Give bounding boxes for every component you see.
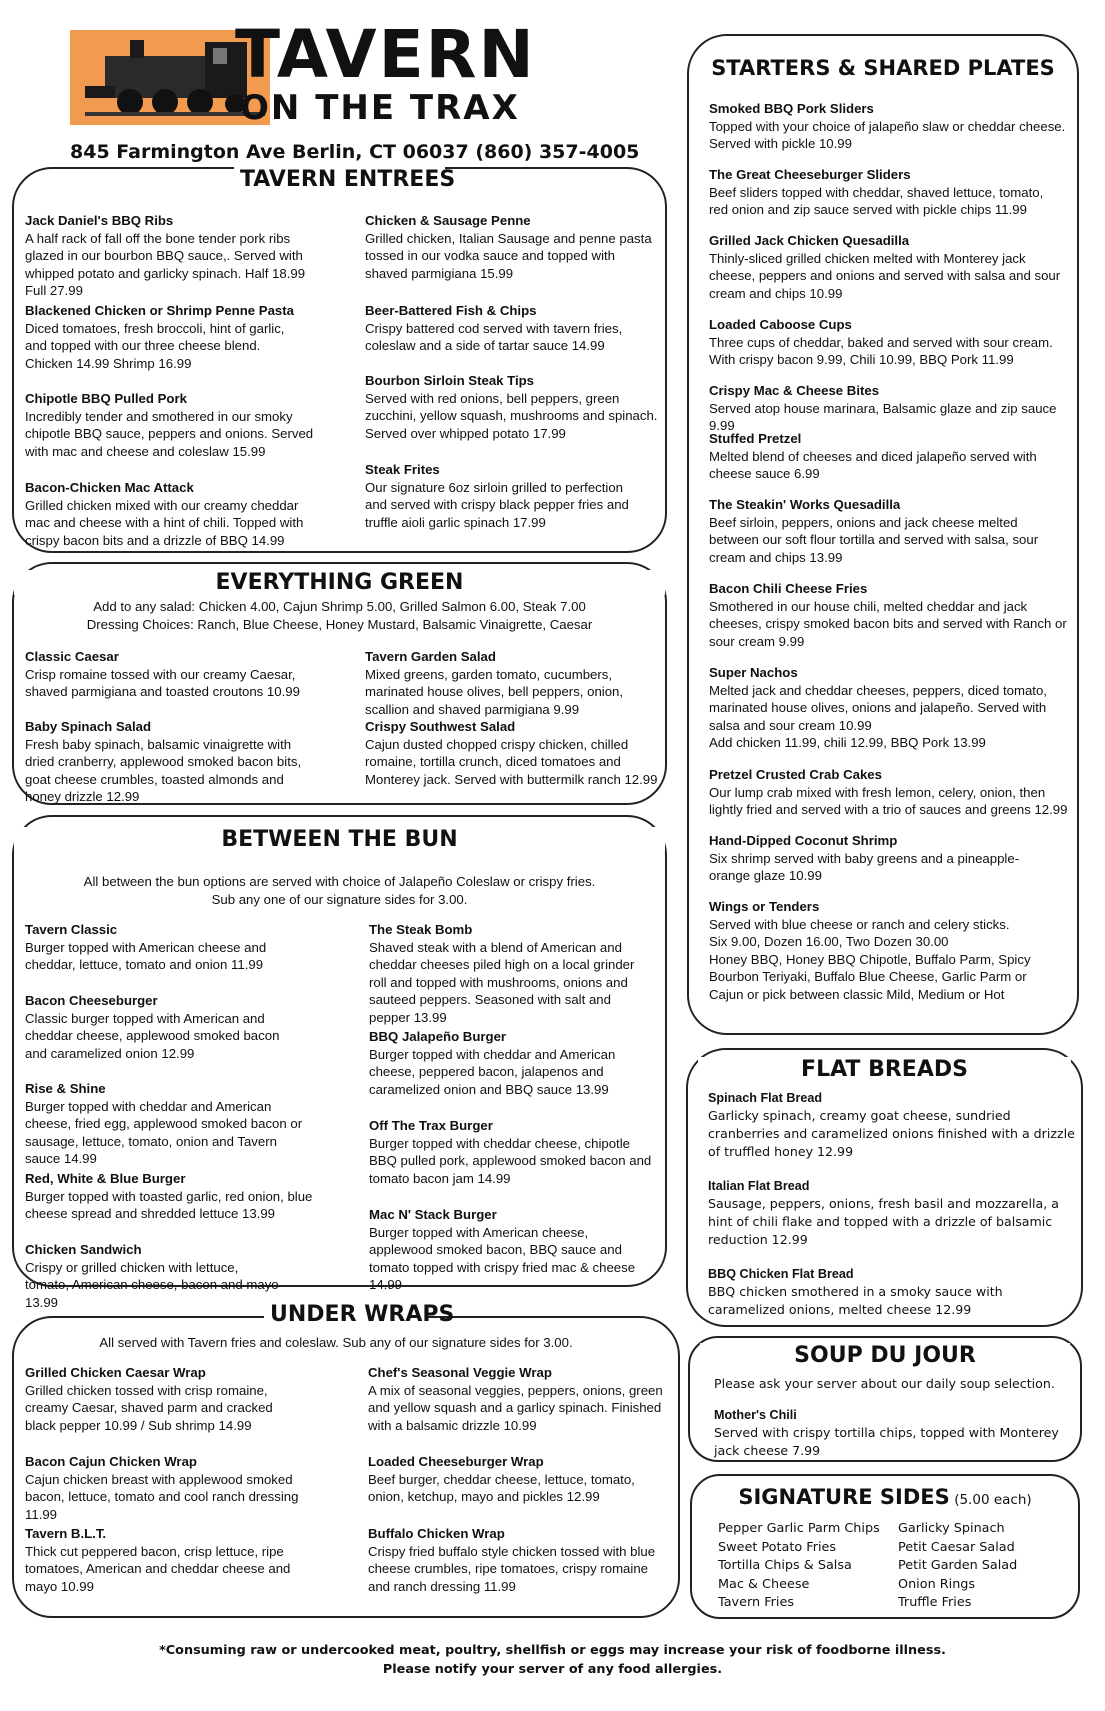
section-title: FLAT BREADS [698, 1057, 1071, 1082]
menu-item [368, 1525, 658, 1595]
item-name: Off The Trax Burger [369, 1118, 493, 1133]
menu-item [708, 1089, 1078, 1161]
item-name: Tavern Garden Salad [365, 649, 496, 664]
item-name: Chef's Seasonal Veggie Wrap [368, 1365, 552, 1380]
soup-note: Please ask your server about our daily soup selection. [714, 1376, 1055, 1391]
restaurant-address: 845 Farmington Ave Berlin, CT 06037 (860) 357-4005 [70, 141, 640, 163]
item-flavors: Honey BBQ, Honey BBQ Chipotle, Buffalo Parm, Spicy Bourbon Teriyaki, Buffalo Blue Cheese, Garlic Parm or Cajun or pick between classic Mild, Medium or Hot [709, 951, 1031, 1002]
menu-item [709, 664, 1069, 752]
menu-item [368, 1364, 673, 1434]
section-note: Add to any salad: Chicken 4.00, Cajun Shrimp 5.00, Grilled Salmon 6.00, Steak 7.00 [93, 599, 586, 614]
salads-section [12, 562, 667, 805]
item-desc: Burger topped with cheddar and American cheese, fried egg, applewood smoked bacon or sausage, lettuce, tomato, onion and Tavern sauce 14.99 [25, 1098, 303, 1166]
item-name: Smoked BBQ Pork Sliders [709, 101, 874, 116]
side-item: Petit Garden Salad [898, 1558, 1018, 1573]
item-desc: Grilled chicken mixed with our creamy cheddar mac and cheese with a hint of chili. Topped with crispy bacon bits and a drizzle of BBQ 14.99 [25, 497, 304, 548]
menu-item [365, 372, 661, 442]
item-desc: Mixed greens, garden tomato, cucumbers, marinated house olives, bell peppers, onion, scallion and shaved parmigiana 9.99 [365, 666, 624, 717]
item-name: Tavern Classic [25, 922, 118, 937]
item-desc: Burger topped with toasted garlic, red onion, blue cheese spread and shredded lettuce 13.99 [25, 1188, 313, 1221]
item-name: Italian Flat Bread [708, 1179, 810, 1193]
item-name: BBQ Jalapeño Burger [369, 1029, 507, 1044]
item-name: Bacon Cheeseburger [25, 993, 158, 1008]
side-item: Mac & Cheese [718, 1576, 810, 1592]
menu-item [709, 832, 1049, 885]
soup-section [688, 1336, 1082, 1462]
item-name: Beer-Battered Fish & Chips [365, 303, 537, 318]
item-desc: Crispy or grilled chicken with lettuce, tomato, American cheese, bacon and mayo 13.99 [25, 1259, 279, 1310]
item-desc: Beef burger, cheddar cheese, lettuce, tomato, onion, ketchup, mayo and pickles 12.99 [368, 1471, 635, 1504]
logo-title: TAVERN [235, 16, 536, 93]
sides-price: (5.00 each) [954, 1492, 1032, 1508]
item-name: Mac N' Stack Burger [369, 1207, 497, 1222]
item-desc: Served atop house marinara, Balsamic glaze and zip sauce 9.99 [709, 400, 1057, 433]
item-portions: Six 9.00, Dozen 16.00, Two Dozen 30.00 [709, 934, 949, 949]
menu-item [365, 648, 635, 718]
menu-item [709, 496, 1069, 566]
sides-list-right [898, 1520, 1017, 1613]
item-desc: Six shrimp served with baby greens and a pineapple-orange glaze 10.99 [709, 850, 1020, 883]
item-name: Hand-Dipped Coconut Shrimp [709, 833, 898, 848]
item-desc: Beef sliders topped with cheddar, shaved lettuce, tomato, red onion and zip sauce served with pickle chips 11.99 [709, 184, 1044, 217]
menu-item [709, 316, 1069, 369]
menu-item [709, 100, 1069, 153]
item-name: Buffalo Chicken Wrap [368, 1526, 505, 1541]
item-desc: Served with crispy tortilla chips, topped with Monterey jack cheese 7.99 [714, 1425, 1059, 1458]
item-name: Spinach Flat Bread [708, 1091, 823, 1105]
menu-item [25, 1453, 325, 1523]
item-desc: Crispy battered cod served with tavern fries, coleslaw and a side of tartar sauce 14.99 [365, 320, 623, 353]
item-desc: Topped with your choice of jalapeño slaw or cheddar cheese. Served with pickle 10.99 [709, 118, 1066, 151]
item-name: Steak Frites [365, 462, 440, 477]
menu-item [709, 898, 1059, 1003]
item-name: Rise & Shine [25, 1081, 106, 1096]
item-desc: Cajun dusted chopped crispy chicken, chilled romaine, tortilla crunch, diced tomatoes and Monterey jack. Served with buttermilk ranch 12.99 [365, 736, 658, 787]
menu-item [365, 718, 661, 788]
menu-item [25, 1364, 305, 1434]
item-desc: Burger topped with American cheese, applewood smoked bacon, BBQ sauce and tomato topped with crispy fried mac & cheese 14.99 [369, 1224, 636, 1292]
item-addons: Add chicken 11.99, chili 12.99, BBQ Pork 13.99 [709, 735, 986, 750]
side-item: Garlicky Spinach [898, 1521, 1005, 1536]
item-name: Pretzel Crusted Crab Cakes [709, 767, 882, 782]
section-note: All served with Tavern fries and coleslaw. Sub any of our signature sides for 3.00. [99, 1335, 573, 1350]
item-name: Blackened Chicken or Shrimp Penne Pasta [25, 303, 294, 318]
menu-item [369, 1028, 659, 1098]
item-desc: Diced tomatoes, fresh broccoli, hint of garlic, and topped with our three cheese blend. Chicken 14.99 Shrimp 16.99 [25, 320, 285, 371]
item-name: Wings or Tenders [709, 899, 820, 914]
starters-section [687, 34, 1079, 1035]
menu-item [25, 479, 315, 549]
side-item: Tavern Fries [718, 1595, 794, 1610]
item-name: Bacon-Chicken Mac Attack [25, 480, 194, 495]
menu-item [714, 1406, 1074, 1460]
item-desc: Fresh baby spinach, balsamic vinaigrette with dried cranberry, applewood smoked bacon bits, goat cheese crumbles, toasted almonds and honey drizzle 12.99 [25, 736, 302, 804]
item-name: Chicken & Sausage Penne [365, 213, 531, 228]
section-title: EVERYTHING GREEN [14, 570, 665, 595]
allergy-notice: Please notify your server of any food allergies. [382, 1662, 723, 1677]
entrees-section [12, 167, 667, 553]
menu-item [368, 1453, 673, 1506]
menu-item [25, 390, 315, 460]
menu-item [708, 1177, 1068, 1249]
menu-item [25, 212, 325, 300]
item-name: Bourbon Sirloin Steak Tips [365, 373, 535, 388]
section-title: STARTERS & SHARED PLATES [699, 56, 1067, 80]
burgers-section [12, 815, 667, 1310]
item-desc: Beef sirloin, peppers, onions and jack cheese melted between our soft flour tortilla and served with salsa, sour cream and chips 13.99 [709, 514, 1039, 565]
menu-item [709, 766, 1074, 819]
item-desc: Melted blend of cheeses and diced jalapeño served with cheese sauce 6.99 [709, 448, 1037, 481]
item-name: Chicken Sandwich [25, 1242, 142, 1257]
item-desc: Smothered in our house chili, melted cheddar and jack cheeses, crispy smoked bacon bits and served with Ranch or sour cream 9.99 [709, 598, 1067, 649]
side-item: Onion Rings [898, 1576, 976, 1592]
menu-item [709, 166, 1064, 219]
menu-item [25, 1525, 295, 1595]
item-desc: Thick cut peppered bacon, crisp lettuce, ripe tomatoes, American and cheddar cheese and mayo 10.99 [25, 1543, 291, 1594]
item-name: Jack Daniel's BBQ Ribs [25, 213, 174, 228]
sides-title: SIGNATURE SIDES [738, 1485, 950, 1509]
menu-item [708, 1265, 1028, 1319]
item-name: Red, White & Blue Burger [25, 1171, 186, 1186]
item-name: Crispy Mac & Cheese Bites [709, 383, 880, 398]
menu-item [369, 1117, 654, 1187]
menu-item [709, 232, 1069, 302]
logo-subtitle: ON THE TRAX [240, 88, 520, 128]
menu-item [365, 212, 655, 282]
item-desc: Served with blue cheese or ranch and celery sticks. [709, 916, 1010, 932]
item-desc: Cajun chicken breast with applewood smoked bacon, lettuce, tomato and cool ranch dressing 11.99 [25, 1471, 299, 1522]
item-desc: Thinly-sliced grilled chicken melted with Monterey jack cheese, peppers and onions and served with salsa and sour cream and chips 10.99 [709, 250, 1061, 301]
item-name: Stuffed Pretzel [709, 431, 802, 446]
item-name: Grilled Chicken Caesar Wrap [25, 1365, 206, 1380]
item-name: Loaded Cheeseburger Wrap [368, 1454, 544, 1469]
sides-section [690, 1474, 1080, 1619]
side-item: Pepper Garlic Parm Chips [718, 1521, 880, 1536]
side-item: Truffle Fries [898, 1595, 972, 1610]
menu-item [709, 430, 1069, 483]
item-name: BBQ Chicken Flat Bread [708, 1267, 854, 1281]
item-desc: Incredibly tender and smothered in our smoky chipotle BBQ sauce, peppers and onions. Served with mac and cheese and coleslaw 15.99 [25, 408, 314, 459]
item-desc: Burger topped with cheddar and American cheese, peppered bacon, jalapenos and caramelized onion and BBQ sauce 13.99 [369, 1046, 616, 1097]
item-desc: Crisp romaine tossed with our creamy Caesar, shaved parmigiana and toasted croutons 10.99 [25, 666, 300, 699]
menu-item [25, 1241, 285, 1311]
item-name: Bacon Cajun Chicken Wrap [25, 1454, 197, 1469]
menu-item [25, 992, 305, 1062]
item-name: Tavern B.L.T. [25, 1526, 107, 1541]
item-desc: Three cups of cheddar, baked and served with sour cream. With crispy bacon 9.99, Chili 10.99, BBQ Pork 11.99 [709, 334, 1053, 367]
section-title: TAVERN ENTREES [234, 167, 445, 192]
menu-item [365, 461, 645, 531]
item-desc: A half rack of fall off the bone tender pork ribs glazed in our bourbon BBQ sauce,. Served with whipped potato and garlicky spinach. Half 18.99 Full 27.99 [25, 230, 306, 298]
menu-item [25, 648, 315, 701]
item-name: Classic Caesar [25, 649, 119, 664]
item-name: The Great Cheeseburger Sliders [709, 167, 911, 182]
menu-item [369, 921, 654, 1026]
flatbreads-section [686, 1048, 1083, 1327]
item-desc: Sausage, peppers, onions, fresh basil and mozzarella, a hint of chili flake and topped with a drizzle of balsamic reduction 12.99 [708, 1196, 1059, 1247]
menu-item [25, 921, 315, 974]
wraps-section [12, 1302, 680, 1618]
allergy-warning: *Consuming raw or undercooked meat, poultry, shellfish or eggs may increase your risk of foodborne illness. [159, 1643, 946, 1658]
section-title: UNDER WRAPS [264, 1302, 428, 1327]
menu-item [709, 382, 1077, 435]
menu-item [25, 1170, 315, 1223]
item-desc: Our lump crab mixed with fresh lemon, celery, onion, then lightly fried and served with a trio of sauces and greens 12.99 [709, 784, 1068, 817]
section-note: All between the bun options are served with choice of Jalapeño Coleslaw or crispy fries. [83, 874, 596, 889]
menu-item [365, 302, 655, 355]
section-note: Dressing Choices: Ranch, Blue Cheese, Honey Mustard, Balsamic Vinaigrette, Caesar [86, 617, 593, 632]
item-desc: Classic burger topped with American and cheddar cheese, applewood smoked bacon and caramelized onion 12.99 [25, 1010, 280, 1061]
item-name: Chipotle BBQ Pulled Pork [25, 391, 187, 406]
item-name: Bacon Chili Cheese Fries [709, 581, 868, 596]
item-desc: Grilled chicken tossed with crisp romaine, creamy Caesar, shaved parm and cracked black pepper 10.99 / Sub shrimp 14.99 [25, 1382, 273, 1433]
menu-item [25, 1080, 315, 1168]
menu-item [25, 718, 315, 806]
item-desc: Garlicky spinach, creamy goat cheese, sundried cranberries and caramelized onions finished with a drizzle of truffled honey 12.99 [708, 1108, 1075, 1159]
item-desc: BBQ chicken smothered in a smoky sauce with caramelized onions, melted cheese 12.99 [708, 1284, 1003, 1317]
menu-item [369, 1206, 654, 1294]
logo [40, 16, 600, 130]
item-desc: Served with red onions, bell peppers, green zucchini, yellow squash, mushrooms and spinach. Served over whipped potato 17.99 [365, 390, 658, 441]
item-name: Loaded Caboose Cups [709, 317, 852, 332]
item-desc: A mix of seasonal veggies, peppers, onions, green and yellow squash and a garlicy spinach. Finished with a balsamic drizzle 10.99 [368, 1382, 663, 1433]
side-item: Tortilla Chips & Salsa [718, 1558, 852, 1573]
item-desc: Shaved steak with a blend of American and cheddar cheeses piled high on a local grinder roll and topped with mushrooms, onions and sauteed peppers. Seasoned with salt and pepper 13.99 [369, 939, 635, 1025]
section-title: BETWEEN THE BUN [14, 827, 665, 852]
item-name: Super Nachos [709, 665, 798, 680]
sides-list-left [718, 1520, 880, 1613]
section-title: SOUP DU JOUR [700, 1343, 1070, 1368]
item-desc: Melted jack and cheddar cheeses, peppers, diced tomato, marinated house olives, onions and jalapeño. Served with salsa and sour cream 10.99 [709, 682, 1047, 733]
side-item: Sweet Potato Fries [718, 1539, 837, 1555]
item-desc: Burger topped with cheddar cheese, chipotle BBQ pulled pork, applewood smoked bacon and tomato bacon jam 14.99 [369, 1135, 652, 1186]
item-name: Baby Spinach Salad [25, 719, 152, 734]
item-desc: Burger topped with American cheese and cheddar, lettuce, tomato and onion 11.99 [25, 939, 267, 972]
item-name: Mother's Chili [714, 1408, 797, 1422]
menu-item [25, 302, 295, 372]
item-name: Grilled Jack Chicken Quesadilla [709, 233, 910, 248]
section-note: Sub any one of our signature sides for 3.00. [211, 892, 468, 907]
item-desc: Our signature 6oz sirloin grilled to perfection and served with crispy black pepper fries and truffle aioli garlic spinach 17.99 [365, 479, 629, 530]
menu-item [709, 580, 1069, 650]
side-item: Petit Caesar Salad [898, 1539, 1015, 1555]
item-name: Crispy Southwest Salad [365, 719, 516, 734]
item-name: The Steak Bomb [369, 922, 473, 937]
item-name: The Steakin' Works Quesadilla [709, 497, 901, 512]
item-desc: Crispy fried buffalo style chicken tossed with blue cheese crumbles, ripe tomatoes, crispy romaine and ranch dressing 11.99 [368, 1543, 656, 1594]
item-desc: Grilled chicken, Italian Sausage and penne pasta tossed in our vodka sauce and topped with shaved parmigiana 15.99 [365, 230, 652, 281]
section-title [692, 1485, 1078, 1509]
